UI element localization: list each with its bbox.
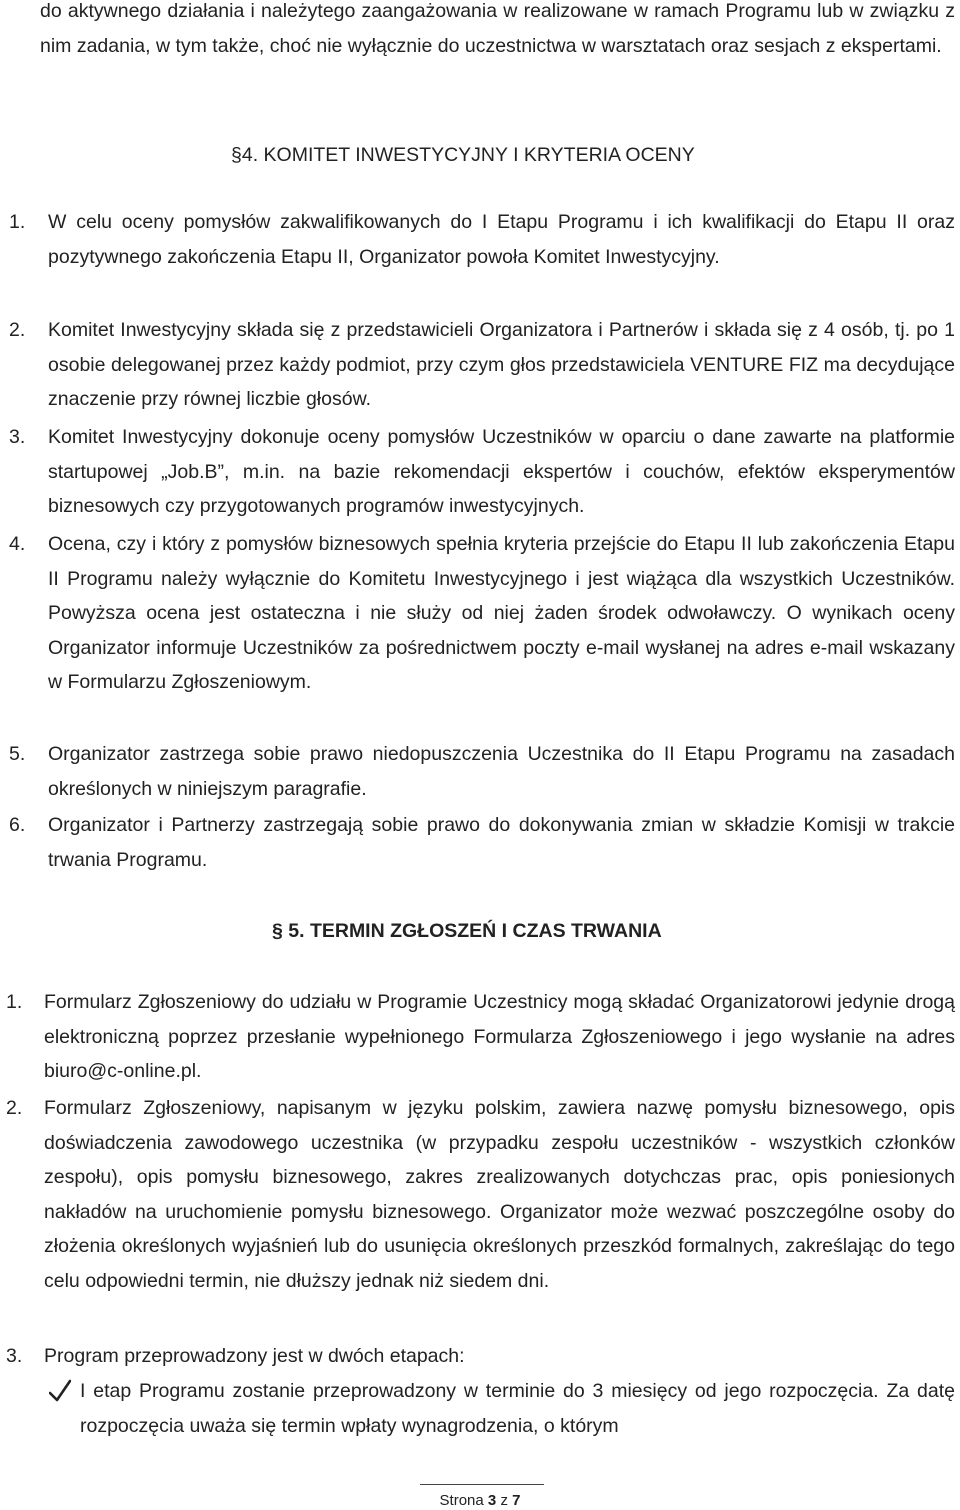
s4-item-5-text: Organizator zastrzega sobie prawo niedopuszczenia Uczestnika do II Etapu Programu na zasadach określonych w niniejszym paragrafie. [48,743,955,800]
s4-item-1-number: 1. [9,211,26,233]
s4-item-4-text: Ocena, czy i który z pomysłów biznesowych spełnia kryteria przejście do Etapu II lub zakończenia Etapu II Programu należy wyłącznie do Komitetu Inwestycyjnego i jest wiążąca dla wszystkich Uczestników. Powyższa ocena jest ostateczna i nie służy od niej żaden środek odwoławczy. O wynikach oceny Organizator informuje Uczestników za pośrednictwem poczty e-mail wysłanej na adres e-mail wskazany w Formularzu Zgłoszeniowym. [48,533,955,694]
footer-current-page: 3 [487,1492,497,1509]
s5-item-2-number: 2. [6,1097,23,1119]
s4-item-4-number: 4. [9,533,26,555]
section-5-heading: § 5. TERMIN ZGŁOSZEŃ I CZAS TRWANIA [272,920,662,942]
footer-total-pages: 7 [512,1492,521,1509]
checkmark-icon [49,1378,71,1404]
s4-item-3-text: Komitet Inwestycyjny dokonuje oceny pomysłów Uczestników w oparciu o dane zawarte na platformie startupowej „Job.B”, m.in. na bazie rekomendacji ekspertów i couchów, efektów eksperymentów biznesowych czy przygotowanych programów inwestycyjnych. [48,426,955,518]
s4-item-1-text: W celu oceny pomysłów zakwalifikowanych do I Etapu Programu i ich kwalifikacji do Etapu II oraz pozytywnego zakończenia Etapu II, Organizator powoła Komitet Inwestycyjny. [48,211,955,268]
footer-prefix: Strona [439,1492,484,1509]
s5-item-1-text: Formularz Zgłoszeniowy do udziału w Programie Uczestnicy mogą składać Organizatorowi jedynie drogą elektroniczną poprzez przesłanie wypełnionego Formularza Zgłoszeniowego i jego wysłanie na adres biuro@c-online.pl. [44,991,955,1083]
intro-paragraph: do aktywnego działania i należytego zaangażowania w realizowane w ramach Programu lub w związku z nim zadania, w tym także, choć nie wyłącznie do uczestnictwa w warsztatach oraz sesjach z ekspertami. [40,0,955,57]
footer-divider [420,1484,544,1485]
s4-item-2-number: 2. [9,319,26,341]
s4-item-6-number: 6. [9,814,26,836]
s4-item-3-number: 3. [9,426,26,448]
s5-item-3-text: Program przeprowadzony jest w dwóch etapach: [44,1345,465,1367]
s5-bullet-text: I etap Programu zostanie przeprowadzony w terminie do 3 miesięcy od jego rozpoczęcia. Za datę rozpoczęcia uważa się termin wpłaty wynagrodzenia, o którym [80,1380,955,1437]
s5-item-2-text: Formularz Zgłoszeniowy, napisanym w języku polskim, zawiera nazwę pomysłu biznesowego, opis doświadczenia zawodowego uczestnika (w przypadku zespołu uczestników - wszystkich członków zespołu), opis pomysłu biznesowego, zakres zrealizowanych dotychczas prac, opis poniesionych nakładów na uruchomienie pomysłu biznesowego. Organizator może wezwać poszczególne osoby do złożenia określonych wyjaśnień lub do usunięcia określonych przeszkód formalnych, zakreślając do tego celu odpowiedni termin, nie dłuższy jednak niż siedem dni. [44,1097,955,1292]
s5-item-1-number: 1. [6,991,23,1013]
page-footer [0,1492,960,1510]
s5-item-3-number: 3. [6,1345,23,1367]
footer-separator: z [500,1492,508,1509]
s4-item-5-number: 5. [9,743,26,765]
s4-item-6-text: Organizator i Partnerzy zastrzegają sobie prawo do dokonywania zmian w składzie Komisji w trakcie trwania Programu. [48,814,955,871]
section-4-heading: §4. KOMITET INWESTYCYJNY I KRYTERIA OCENY [231,144,695,166]
s4-item-2-text: Komitet Inwestycyjny składa się z przedstawicieli Organizatora i Partnerów i składa się z 4 osób, tj. po 1 osobie delegowanej przez każdy podmiot, przy czym głos przedstawiciela VENTURE FIZ ma decydujące znaczenie przy równej liczbie głosów. [48,319,955,411]
